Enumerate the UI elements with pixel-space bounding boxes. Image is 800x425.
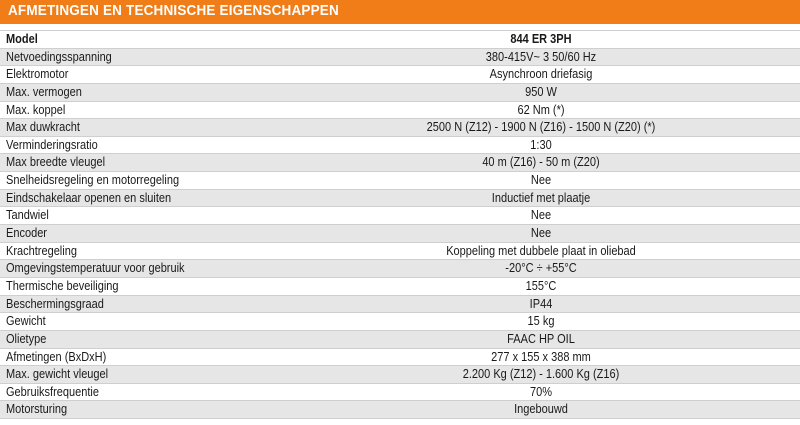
row-label: Snelheidsregeling en motorregeling — [6, 173, 180, 188]
row-label: Max duwkracht — [6, 120, 80, 135]
row-value: Ingebouwd — [514, 402, 568, 417]
table-row — [0, 119, 800, 137]
table-row — [0, 296, 800, 314]
row-value: 2.200 Kg (Z12) - 1.600 Kg (Z16) — [462, 367, 620, 382]
row-label: Krachtregeling — [6, 243, 77, 258]
row-label: Eindschakelaar openen en sluiten — [6, 190, 172, 205]
table-row — [0, 172, 800, 190]
table-row — [0, 154, 800, 172]
row-label: Max. koppel — [6, 102, 66, 117]
row-label: Thermische beveiliging — [6, 278, 119, 293]
row-label: Olietype — [6, 331, 47, 346]
row-label: Afmetingen (BxDxH) — [6, 349, 107, 364]
row-value: Inductief met plaatje — [491, 190, 591, 205]
row-value: Nee — [530, 173, 552, 188]
table-row — [0, 349, 800, 367]
table-row — [0, 384, 800, 402]
row-label: Max. gewicht vleugel — [6, 367, 109, 382]
table-row — [0, 278, 800, 296]
row-value: Nee — [530, 208, 552, 223]
row-value: Asynchroon driefasig — [489, 67, 593, 82]
row-label: Verminderingsratio — [6, 137, 98, 152]
row-value: IP44 — [529, 296, 553, 311]
row-value: 950 W — [525, 84, 557, 99]
row-value: 70% — [529, 384, 553, 399]
row-value: 15 kg — [527, 314, 555, 329]
row-label: Gewicht — [6, 314, 46, 329]
row-value: Koppeling met dubbele plaat in oliebad — [446, 243, 636, 258]
row-label: Elektromotor — [6, 67, 69, 82]
row-label: Max breedte vleugel — [6, 155, 106, 170]
row-value: 62 Nm (*) — [517, 102, 565, 117]
row-label: Beschermingsgraad — [6, 296, 104, 311]
spec-table — [0, 30, 800, 419]
row-label: Motorsturing — [6, 402, 68, 417]
row-label: Gebruiksfrequentie — [6, 384, 99, 399]
table-row — [0, 207, 800, 225]
table-body — [0, 49, 800, 419]
section-title: AFMETINGEN EN TECHNISCHE EIGENSCHAPPEN — [8, 2, 339, 19]
row-value: 277 x 155 x 388 mm — [491, 349, 591, 364]
table-row — [0, 225, 800, 243]
header-label: Model — [6, 32, 38, 46]
table-row — [0, 331, 800, 349]
table-row — [0, 313, 800, 331]
table-row — [0, 366, 800, 384]
section-header — [0, 0, 800, 24]
row-label: Encoder — [6, 226, 47, 241]
table-header-row — [0, 31, 800, 49]
row-label: Netvoedingsspanning — [6, 49, 112, 64]
row-value: FAAC HP OIL — [507, 331, 575, 346]
table-row — [0, 190, 800, 208]
row-label: Max. vermogen — [6, 84, 82, 99]
table-row — [0, 84, 800, 102]
table-row — [0, 260, 800, 278]
row-value: 40 m (Z16) - 50 m (Z20) — [482, 155, 600, 170]
table-row — [0, 137, 800, 155]
row-value: 2500 N (Z12) - 1900 N (Z16) - 1500 N (Z20) (*) — [426, 120, 656, 135]
table-row — [0, 49, 800, 67]
table-row — [0, 401, 800, 419]
row-value: Nee — [530, 226, 552, 241]
table-row — [0, 66, 800, 84]
header-value: 844 ER 3PH — [510, 32, 572, 46]
row-value: 1:30 — [530, 137, 552, 152]
row-value: -20°C ÷ +55°C — [505, 261, 577, 276]
row-value: 155°C — [525, 278, 557, 293]
table-row — [0, 243, 800, 261]
table-row — [0, 102, 800, 120]
row-value: 380-415V~ 3 50/60 Hz — [485, 49, 597, 64]
row-label: Tandwiel — [6, 208, 49, 223]
row-label: Omgevingstemperatuur voor gebruik — [6, 261, 185, 276]
